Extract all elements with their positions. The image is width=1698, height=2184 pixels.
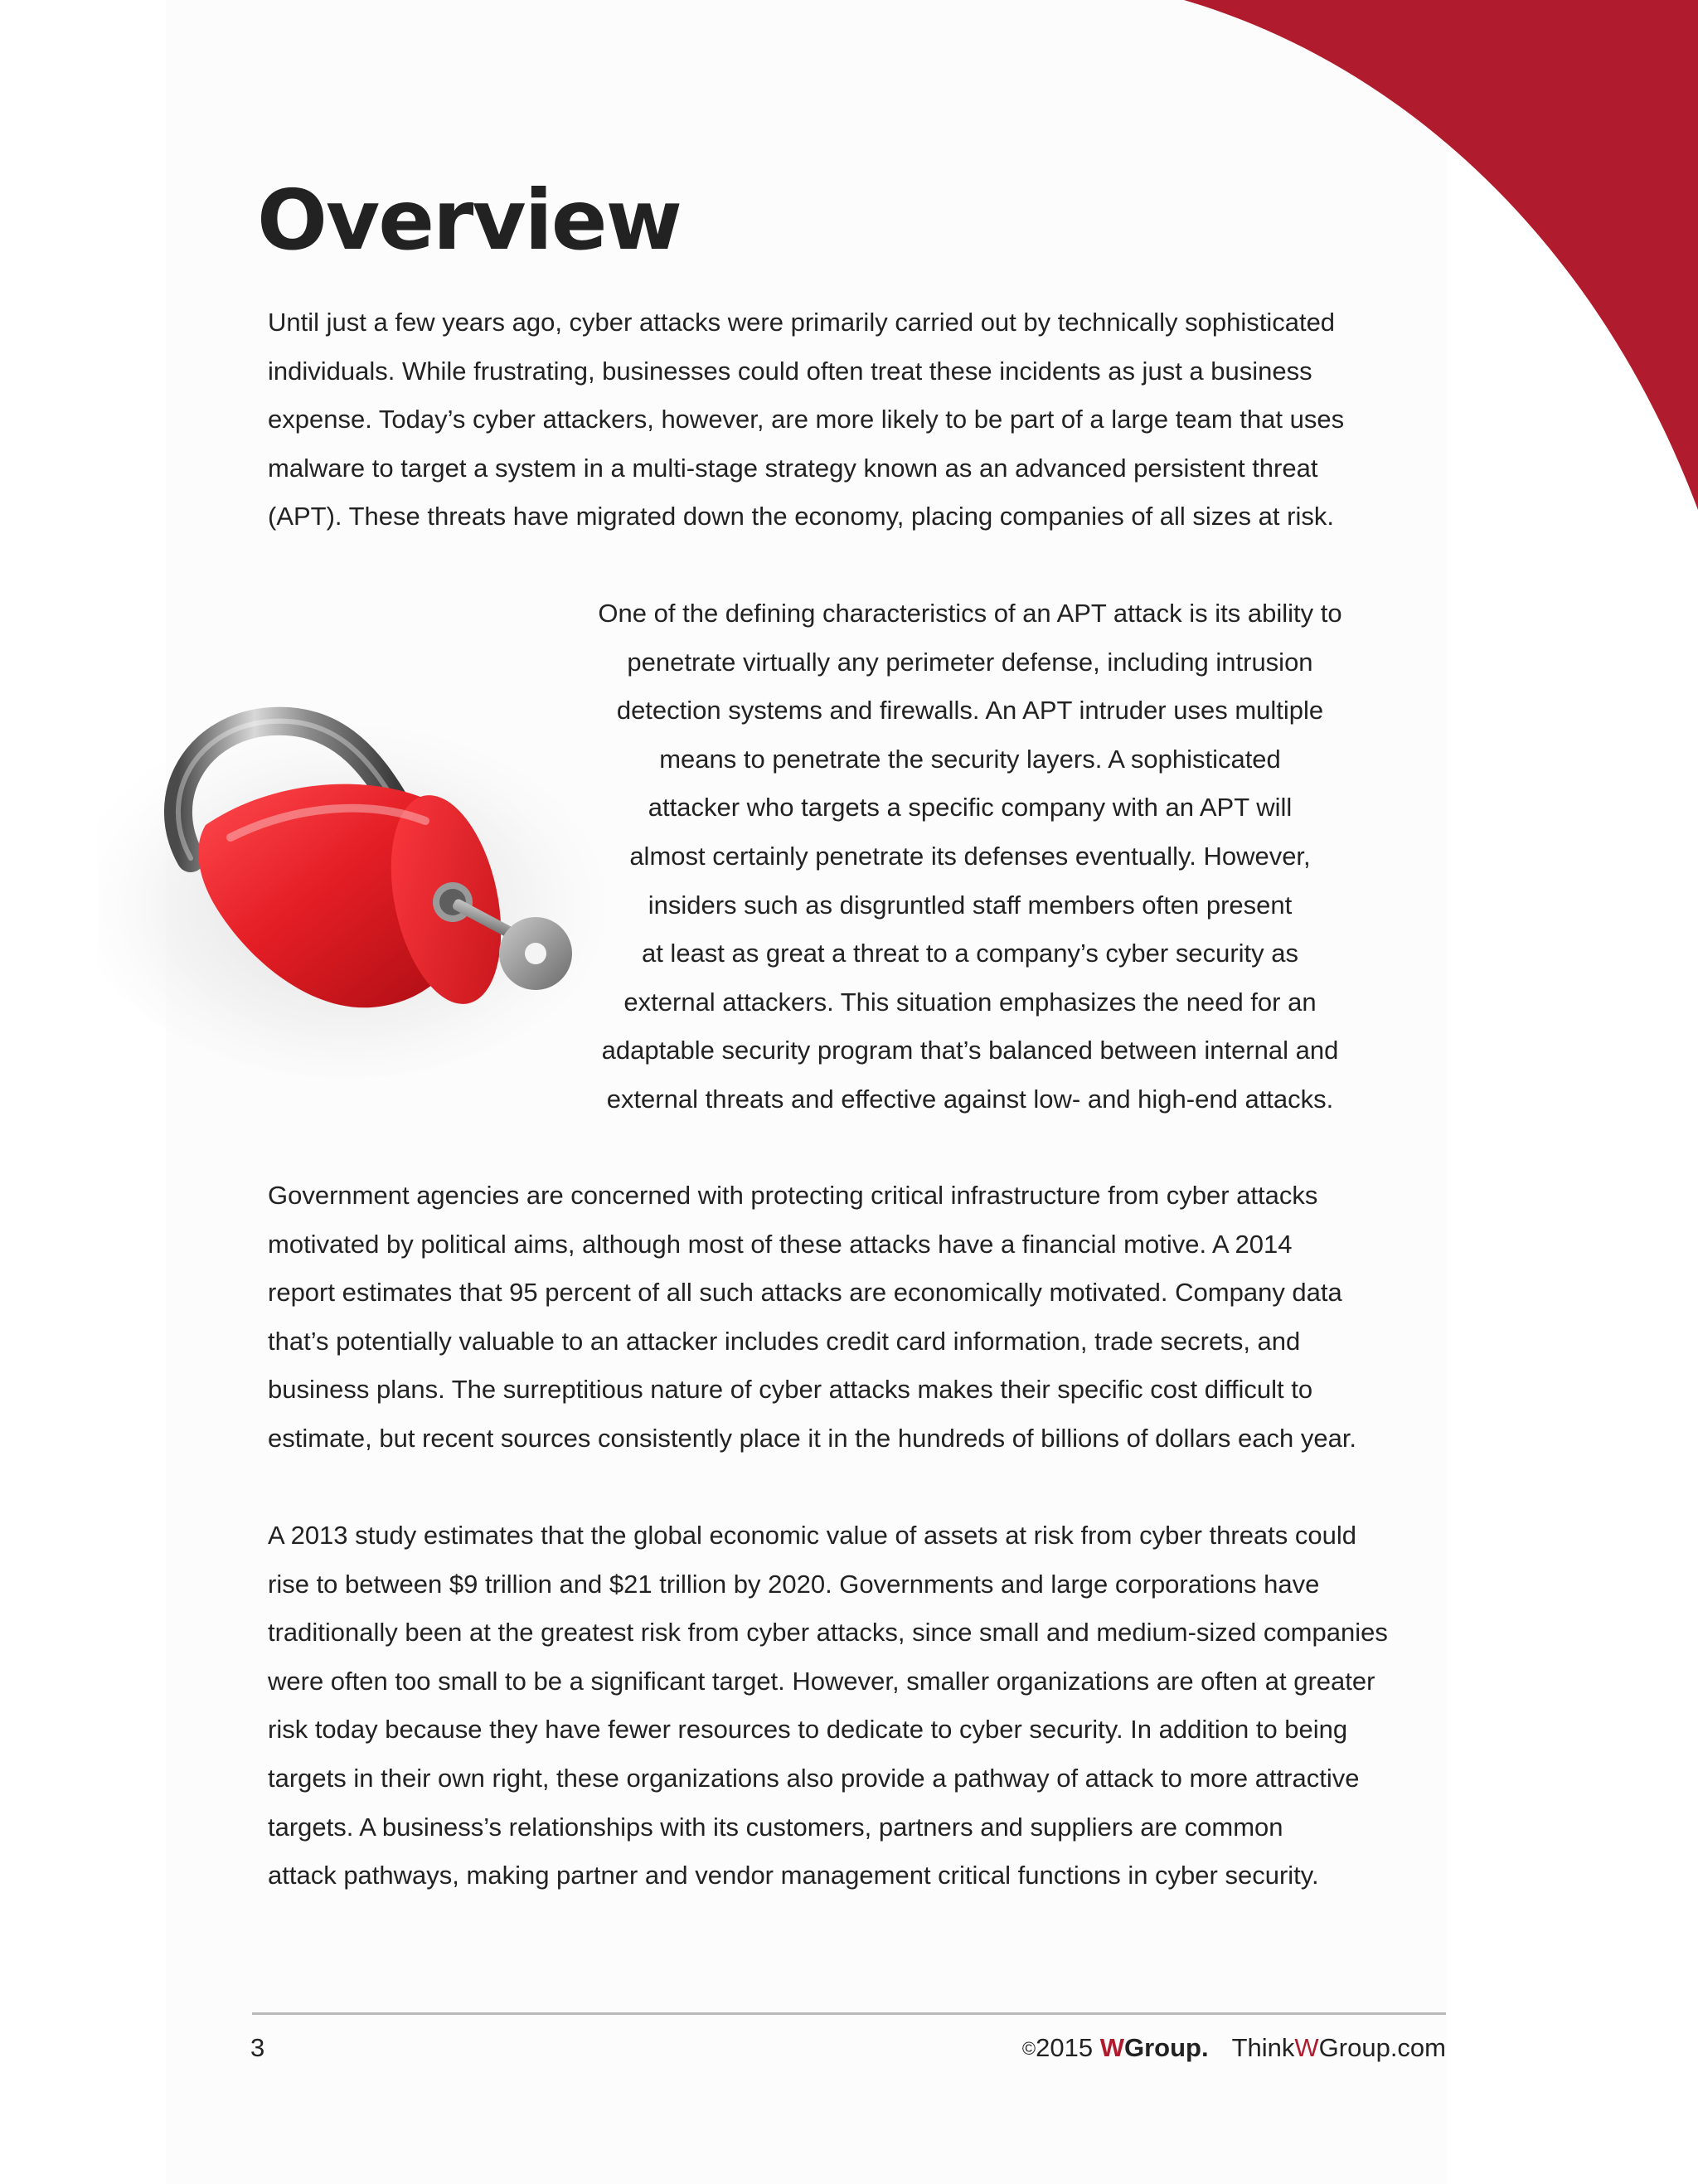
text-line: malware to target a system in a multi-stage strategy known as an advanced persistent threat [268,453,1318,483]
text-line: detection systems and firewalls. An APT intruder uses multiple [616,696,1324,726]
page-title: Overview [257,172,682,269]
text-line: were often too small to be a significant target. However, smaller organizations are often at greater [268,1666,1375,1696]
text-line: almost certainly penetrate its defenses eventually. However, [629,841,1311,871]
brand-name: Group. [1123,2033,1209,2062]
text-line: report estimates that 95 percent of all such attacks are economically motivated. Company data [268,1278,1342,1308]
paragraph-government [268,1172,1453,1463]
website-w: W [1294,2033,1319,2062]
text-line: risk today because they have fewer resources to dedicate to cyber security. In addition to being [268,1715,1348,1745]
website-link[interactable] [1232,2033,1446,2062]
text-line: One of the defining characteristics of an APT attack is its ability to [598,599,1342,628]
text-line: targets in their own right, these organizations also provide a pathway of attack to more attractive [268,1763,1360,1793]
footer-divider [252,2012,1446,2015]
text-line: attacker who targets a specific company with an APT will [648,793,1293,823]
paragraph-study [268,1512,1453,1900]
text-line: targets. A business’s relationships with its customers, partners and suppliers are common [268,1812,1283,1842]
text-line: A 2013 study estimates that the global economic value of assets at risk from cyber threats could [268,1521,1357,1550]
copyright-year: 2015 [1036,2033,1100,2062]
text-line: Government agencies are concerned with protecting critical infrastructure from cyber attacks [268,1181,1318,1210]
text-line: traditionally been at the greatest risk from cyber attacks, since small and medium-sized companies [268,1618,1388,1648]
text-line: business plans. The surreptitious nature of cyber attacks makes their specific cost difficult to [268,1375,1313,1405]
text-line: adaptable security program that’s balanced between internal and [601,1036,1339,1065]
text-line: rise to between $9 trillion and $21 trillion by 2020. Governments and large corporations have [268,1569,1320,1599]
text-line: attack pathways, making partner and vendor management critical functions in cyber security. [268,1861,1319,1890]
footer-copyright [1022,2031,1446,2065]
copyright-icon: © [1021,2038,1036,2059]
text-line: estimate, but recent sources consistently place it in the hundreds of billions of dollars each year. [268,1423,1357,1453]
text-line: external threats and effective against low- and high-end attacks. [606,1084,1334,1114]
text-line: penetrate virtually any perimeter defense, including intrusion [627,647,1313,677]
website-prefix: Think [1231,2033,1295,2062]
text-line: expense. Today’s cyber attackers, however, are more likely to be part of a large team that uses [268,405,1345,434]
page-number: 3 [250,2033,265,2062]
text-line: individuals. While frustrating, businesses could often treat these incidents as just a business [268,356,1312,386]
website-suffix: Group.com [1318,2033,1446,2062]
text-line: that’s potentially valuable to an attacker includes credit card information, trade secrets, and [268,1326,1301,1356]
text-line: external attackers. This situation emphasizes the need for an [623,987,1317,1017]
text-line: insiders such as disgruntled staff members often present [648,890,1293,920]
brand-w: W [1099,2033,1124,2062]
paragraph-apt [497,590,1443,1124]
text-line: motivated by political aims, although most of these attacks have a financial motive. A 2014 [268,1229,1293,1259]
text-line: means to penetrate the security layers. A sophisticated [659,744,1281,774]
text-line: at least as great a threat to a company’s cyber security as [641,939,1299,968]
text-line: Until just a few years ago, cyber attacks were primarily carried out by technically sophisticated [268,308,1336,337]
text-line: (APT). These threats have migrated down the economy, placing companies of all sizes at risk. [268,502,1334,531]
paragraph-intro [268,298,1453,541]
